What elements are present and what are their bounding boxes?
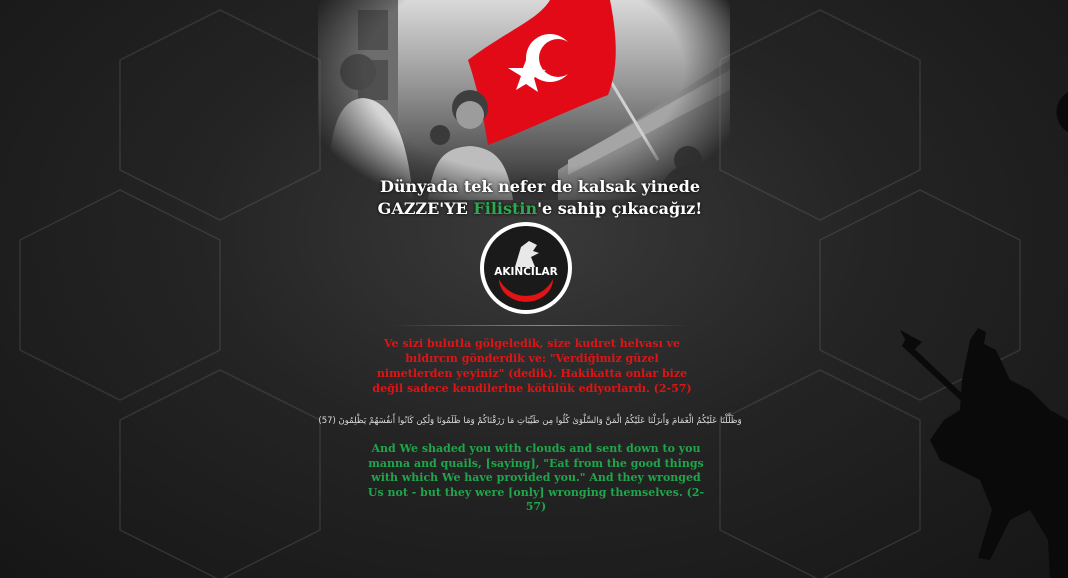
verse-arabic: وَظَلَّلْنَا عَلَيْكُمُ الْغَمَامَ وَأَنزَلْنَا عَلَيْكُمُ الْمَنَّ وَالسَّلْوَىٰ كُلُوا مِن طَيِّبَاتِ مَا رَزَقْنَاكُمْ وَمَا ظَلَمُونَا وَلَٰكِن كَانُوا أَنفُسَهُمْ يَظْلِمُونَ (57) bbox=[318, 416, 742, 426]
verse-turkish: Ve sizi bulutla gölgeledik, size kudret helvası ve bıldırcın gönderdik ve: "Verdiğimiz güzel nimetlerden yeyiniz" (dedik). Hakikatta onlar bize değil sadece kendilerine kötülük ediyorlardı. (2-57) bbox=[372, 337, 692, 395]
headline-line-2 bbox=[300, 198, 780, 220]
horse-rider-silhouette bbox=[900, 310, 1068, 578]
verse-english: And We shaded you with clouds and sent down to you manna and quails, [saying], "Eat from the good things with which We have provided you." And they wronged Us not - but they were [only] wronging themselves. (2-57) bbox=[367, 442, 705, 513]
edge-decoration-icon bbox=[1052, 92, 1068, 132]
headline-line-1: Dünyada tek nefer de kalsak yinede bbox=[379, 177, 701, 196]
section-divider bbox=[392, 325, 692, 326]
headline-highlight: Filistin bbox=[473, 199, 538, 218]
headline-line-2-end: 'e sahip çıkacağız! bbox=[537, 199, 703, 218]
logo-name: AKINCILAR bbox=[494, 266, 558, 278]
headline-line-2-start: GAZZE'YE bbox=[377, 199, 474, 218]
headline bbox=[300, 176, 780, 220]
akincilar-logo bbox=[479, 221, 573, 315]
hero-photo bbox=[318, 0, 730, 200]
